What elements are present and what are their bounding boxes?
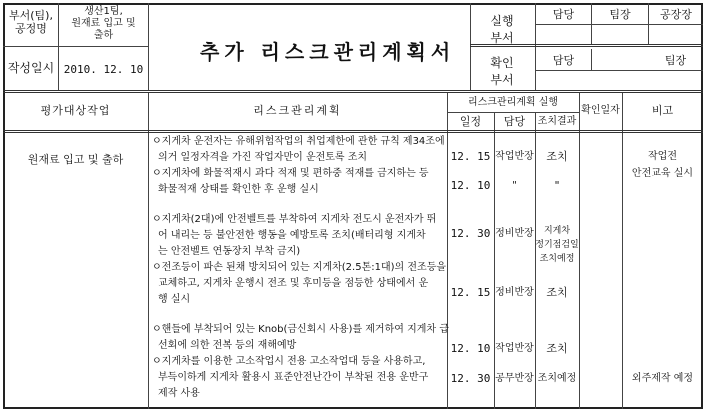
owner-cell: 작업반장 bbox=[495, 151, 534, 162]
confirm-team-leader: 팀장 bbox=[664, 54, 687, 67]
date-label: 작성일시 bbox=[7, 61, 55, 75]
schedule-cell: 12. 30 bbox=[450, 372, 491, 385]
col-confirm-date: 확인일자 bbox=[581, 105, 620, 116]
confirm-dept-label: 확인 부서 bbox=[490, 56, 514, 87]
date-value: 2010. 12. 10 bbox=[63, 63, 144, 76]
result-cell: 조치예정 bbox=[537, 373, 577, 384]
col-exec-group: 리스크관리계획 실행 bbox=[467, 97, 559, 108]
owner-cell: 작업반장 bbox=[495, 343, 534, 354]
plan-line: 어 내리는 등 불안전한 행동을 예방토록 조치(배터리형 지게차 bbox=[158, 230, 426, 241]
plan-line: 부득이하게 지게차 활용시 표준안전난간이 부착된 전용 운반구 bbox=[158, 372, 429, 383]
approval-staff: 담당 bbox=[552, 8, 575, 21]
plan-line: 는 안전벨트 연동장치 부착 금지) bbox=[158, 246, 301, 257]
col-result: 조치결과 bbox=[537, 116, 577, 127]
plan-line: ㅇ핸들에 부착되어 있는 Knob(금신회시 사용)를 제거하여 지게차 급 bbox=[152, 324, 449, 335]
plan-line: 행 실시 bbox=[158, 294, 191, 305]
plan-line: ㅇ전조등이 파손 된채 방치되어 있는 지게차(2.5톤:1대)의 전조등을 bbox=[152, 262, 447, 273]
result-cell: 조치 bbox=[546, 286, 568, 299]
col-schedule: 일정 bbox=[459, 115, 482, 128]
plan-line: ㅇ지게차 운전자는 유해위험작업의 취업제한에 관한 규칙 제34조에 bbox=[152, 136, 445, 147]
col-owner: 담당 bbox=[503, 115, 526, 128]
schedule-cell: 12. 15 bbox=[450, 286, 491, 299]
result-cell: " bbox=[554, 179, 560, 192]
plan-line: 화물적재 상태를 확인한 후 운행 실시 bbox=[158, 184, 319, 195]
plan-line: 선회에 의한 전복 등의 재해예방 bbox=[158, 340, 297, 351]
result-cell: 조치 bbox=[546, 342, 568, 355]
result-cell: 지게차 정기점검일 조치예정 bbox=[535, 226, 579, 264]
plan-line: 의거 일정자격을 가진 작업자만이 운전토록 조치 bbox=[158, 152, 368, 163]
schedule-cell: 12. 10 bbox=[450, 342, 491, 355]
document-title: 추가 리스크관리계획서 bbox=[200, 40, 456, 64]
plan-line: 교체하고, 지게차 운행시 전조 및 후미등을 점등한 상태에서 운 bbox=[158, 278, 429, 289]
dept-value: 생산1팀, 원재료 입고 및 출하 bbox=[71, 6, 136, 41]
approval-team-leader: 팀장 bbox=[609, 8, 631, 21]
plan-line: ㅇ지게차를 이용한 고소작업시 전용 고소작업대 등을 사용하고, bbox=[152, 356, 426, 367]
owner-cell: " bbox=[512, 180, 517, 191]
col-plan: 리스크관리계획 bbox=[253, 104, 342, 117]
dept-label: 부서(팀), 공정명 bbox=[9, 9, 53, 35]
owner-cell: 공무반장 bbox=[495, 373, 534, 384]
plan-line: ㅇ지게차(2대)에 안전벨트를 부착하여 지게차 전도시 운전자가 뛰 bbox=[152, 214, 437, 225]
confirm-staff: 담당 bbox=[552, 54, 575, 67]
col-remarks: 비고 bbox=[651, 104, 674, 117]
owner-cell: 정비반장 bbox=[495, 287, 534, 298]
schedule-cell: 12. 30 bbox=[450, 227, 491, 240]
exec-dept-label: 실행 부서 bbox=[490, 14, 514, 45]
schedule-cell: 12. 15 bbox=[450, 150, 491, 163]
owner-cell: 정비반장 bbox=[495, 228, 534, 239]
plan-line: ㅇ지게차에 화물적재시 과다 적재 및 편하중 적재를 금지하는 등 bbox=[152, 168, 429, 179]
remarks-cell: 외주제작 예정 bbox=[631, 373, 694, 384]
plan-line: 제작 사용 bbox=[158, 388, 200, 399]
remarks-cell: 작업전 안전교육 실시 bbox=[631, 151, 694, 179]
schedule-cell: 12. 10 bbox=[450, 179, 491, 192]
col-task: 평가대상작업 bbox=[40, 104, 111, 117]
task-cell: 원재료 입고 및 출하 bbox=[27, 153, 124, 166]
approval-plant-manager: 공장장 bbox=[660, 8, 692, 21]
result-cell: 조치 bbox=[546, 150, 568, 163]
